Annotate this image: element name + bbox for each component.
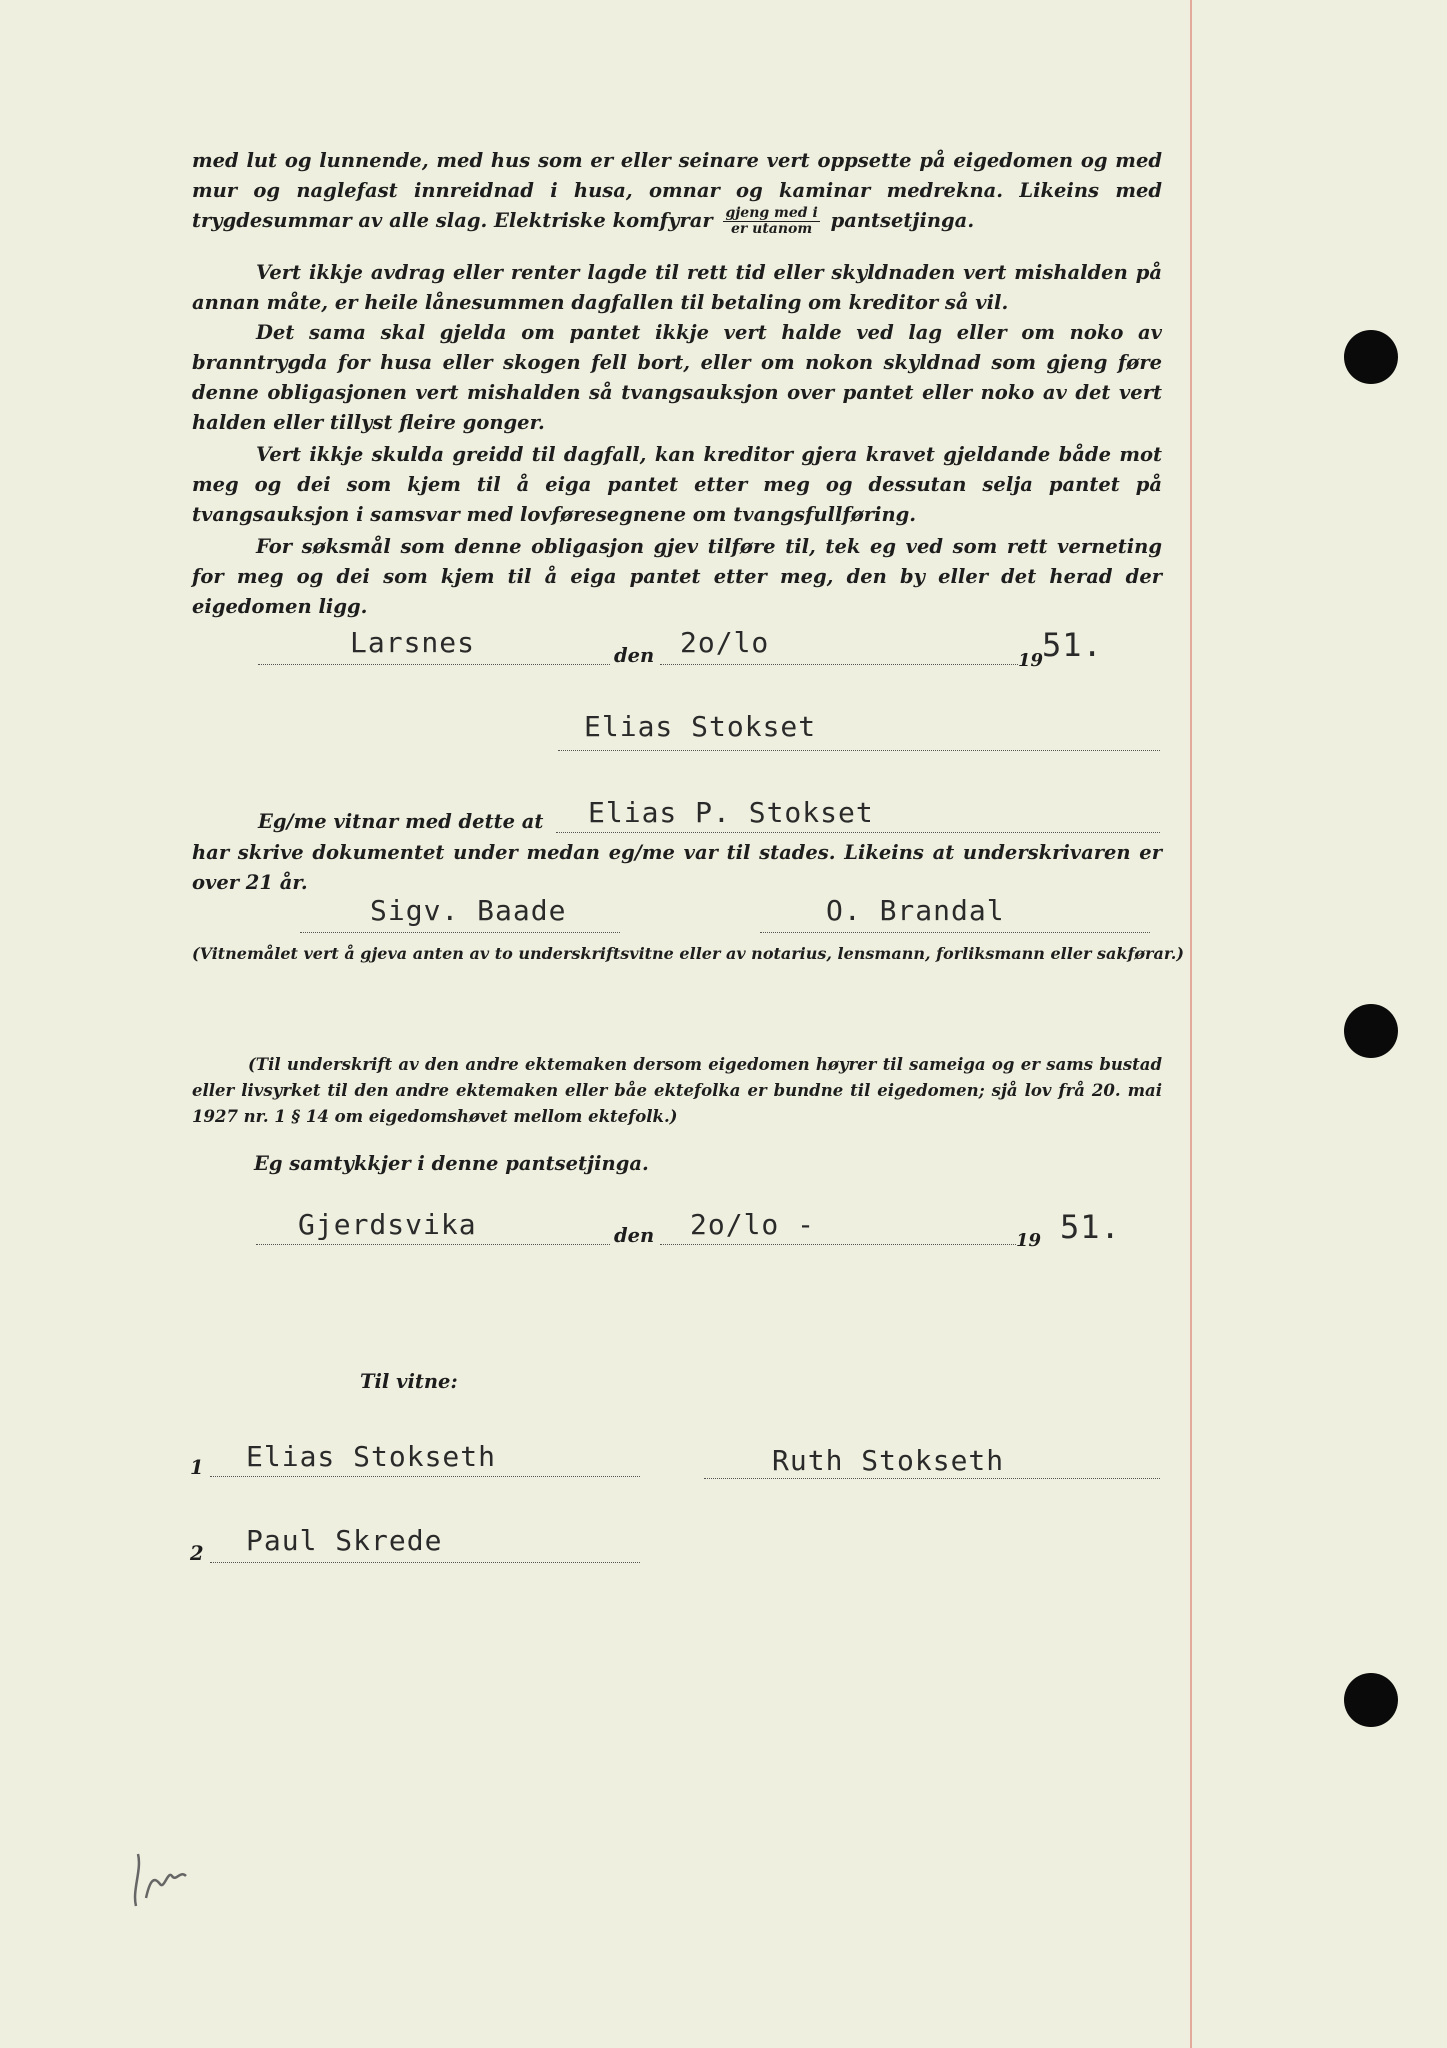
punch-hole-2 xyxy=(1344,1004,1398,1058)
paragraph-insurance: Det sama skal gjelda om pantet ikkje vert halde ved lag eller om noko av branntrygda for husa eller skogen fell bort, eller om nokon skyldnad som gjeng føre denne obligasjonen vert mishalden så tvangsauksjon over pantet eller noko av det vert halden eller tillyst fleire gonger. xyxy=(192,321,1162,434)
year2-suffix: 51. xyxy=(1060,1208,1121,1246)
paragraph-enforcement: Vert ikkje skulda greidd til dagfall, kan kreditor gjera kravet gjeldande både mot meg og dei som kjem til å eiga pantet etter meg og dessutan selja pantet på tvangsauksjon i samsvar med lovføresegnene om tvangsfullføring. xyxy=(192,443,1162,526)
year-prefix xyxy=(1018,648,1043,671)
place2-line xyxy=(256,1244,610,1245)
witness-subject: Elias P. Stokset xyxy=(588,796,874,829)
year-suffix: 51. xyxy=(1042,626,1103,664)
fraction-top: gjeng med i xyxy=(725,205,818,221)
til-vitne-name-3: Paul Skrede xyxy=(246,1524,443,1557)
margin-scribble xyxy=(124,1840,194,1920)
witness-signature-1: Sigv. Baade xyxy=(370,894,567,927)
til-vitne-line-1 xyxy=(210,1476,640,1477)
fraction-choice xyxy=(723,206,819,237)
witness-subject-line xyxy=(556,832,1160,833)
den2-label: den xyxy=(614,1224,655,1247)
witness-number-2: 2 xyxy=(190,1542,204,1565)
witness-signature-2: O. Brandal xyxy=(826,894,1005,927)
signing-place: Larsnes xyxy=(350,626,476,659)
til-vitne-label: Til vitne: xyxy=(360,1370,458,1393)
punch-hole-3 xyxy=(1344,1673,1398,1727)
signature-line xyxy=(558,750,1160,751)
witness-line-1 xyxy=(300,932,620,933)
witness-line-2 xyxy=(760,932,1150,933)
signing2-date: 2o/lo - xyxy=(690,1208,816,1241)
year-prefix-text: 19 xyxy=(1018,650,1044,671)
den-label: den xyxy=(614,644,655,667)
paragraph-mortgage-scope xyxy=(192,146,1162,237)
place-line xyxy=(258,664,610,665)
til-vitne-line-3 xyxy=(210,1562,640,1563)
witness-text: har skrive dokumentet under medan eg/me var til stades. Likeins at underskrivaren er over 21 år. xyxy=(192,841,1162,894)
year2-prefix-text: 19 xyxy=(1016,1230,1042,1251)
consent-text: Eg samtykkjer i denne pantsetjinga. xyxy=(254,1152,649,1175)
witness-number-1: 1 xyxy=(190,1456,204,1479)
witness-note: (Vitnemålet vert å gjeva anten av to underskriftsvitne eller av notarius, lensmann, forliksmann eller sakførar.) xyxy=(192,944,1184,963)
signing-date: 2o/lo xyxy=(680,626,770,659)
paragraph-default: Vert ikkje avdrag eller renter lagde til rett tid eller skyldnaden vert mishalden på annan måte, er heile lånesummen dagfallen til betaling om kreditor så vil. xyxy=(192,261,1162,314)
witness-label: Eg/me vitnar med dette at xyxy=(258,810,544,833)
til-vitne-name-1: Elias Stokseth xyxy=(246,1440,497,1473)
punch-hole-1 xyxy=(1344,330,1398,384)
para1-text: med lut og lunnende, med hus som er eller seinare vert oppsette på eigedomen og med mur og naglefast innreidnad i husa, omnar og kaminar medrekna. Likeins med trygdesummar av alle slag. Elektriske komfyrar xyxy=(192,149,1162,232)
til-vitne-line-2 xyxy=(704,1478,1160,1479)
para1-end: pantsetjinga. xyxy=(830,209,975,232)
paragraph-venue: For søksmål som denne obligasjon gjev tilføre til, tek eg ved som rett verneting for meg og dei som kjem til å eiga pantet etter meg, den by eller det herad der eigedomen ligg. xyxy=(192,535,1162,618)
red-margin-line xyxy=(1190,0,1192,2048)
spouse-note: (Til underskrift av den andre ektemaken dersom eigedomen høyrer til sameiga og er sams bustad eller livsyrket til den andre ektemaken eller båe ektefolka er bundne til eigedomen; sjå lov frå 20. mai 1927 nr. 1 § 14 om eigedomshøvet mellom ektefolk.) xyxy=(192,1055,1162,1126)
year2-prefix xyxy=(1016,1228,1041,1251)
signing2-place: Gjerdsvika xyxy=(298,1208,477,1241)
til-vitne-name-2: Ruth Stokseth xyxy=(772,1444,1005,1477)
signature-main: Elias Stokset xyxy=(584,710,817,743)
date-line xyxy=(660,664,1018,665)
fraction-bottom: er utanom xyxy=(731,221,813,237)
date2-line xyxy=(660,1244,1016,1245)
